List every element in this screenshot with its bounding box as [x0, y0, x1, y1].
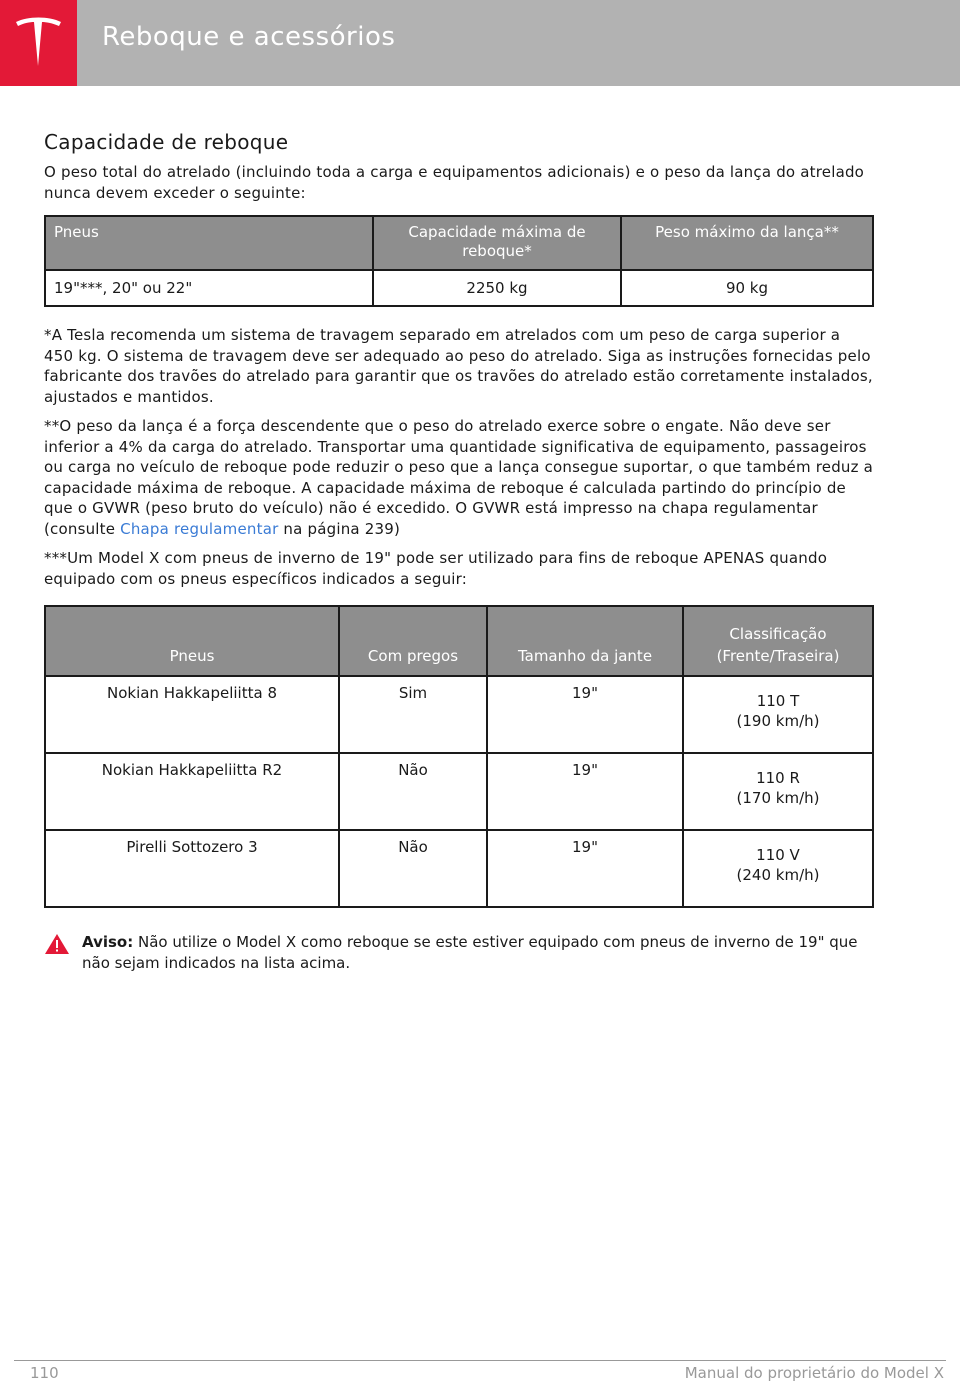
tesla-logo-icon — [14, 16, 63, 68]
table-cell: 19"***, 20" ou 22" — [45, 270, 373, 306]
footnote-2 — [44, 416, 874, 539]
table-cell-studded: Não — [339, 753, 487, 830]
footnote-1: *A Tesla recomenda um sistema de travagem separado em atrelados com um peso de carga superior a 450 kg. O sistema de travagem deve ser adequado ao peso do atrelado. Siga as instruções fornecidas pelo fabricante dos travões do atrelado para garantir que os travões do atrelado estão corretamente instalados, ajustados e mantidos. — [44, 326, 873, 406]
rating-code: 110 V — [756, 846, 800, 864]
regulatory-plate-link[interactable]: Chapa regulamentar — [120, 519, 279, 538]
table-row — [45, 676, 873, 753]
footnote-2-suffix: na página 239) — [278, 519, 401, 538]
rating-code: 110 T — [756, 692, 800, 710]
table-cell: 2250 kg — [373, 270, 621, 306]
table-row — [45, 753, 873, 830]
rating-speed: (170 km/h) — [736, 789, 820, 807]
table-cell-rating — [683, 830, 873, 907]
manual-title: Manual do proprietário do Model X — [684, 1364, 944, 1382]
page-number: 110 — [30, 1364, 59, 1382]
table-header-rim-size: Tamanho da jante — [487, 606, 683, 676]
table-cell-studded: Não — [339, 830, 487, 907]
warning-text: Não utilize o Model X como reboque se este estiver equipado com pneus de inverno de 19" que não sejam indicados na lista acima. — [82, 933, 858, 972]
rating-code: 110 R — [756, 769, 800, 787]
table-header-tires: Pneus — [45, 216, 373, 270]
table-cell-size: 19" — [487, 753, 683, 830]
table-header-rating: Classificação (Frente/Traseira) — [683, 606, 873, 676]
main-content — [44, 130, 874, 974]
table-cell-tire: Nokian Hakkapeliitta R2 — [45, 753, 339, 830]
rating-speed: (190 km/h) — [736, 712, 820, 730]
page-header — [0, 0, 960, 86]
footnote-2-text: **O peso da lança é a força descendente que o peso do atrelado exerce sobre o engate. Não deve ser inferior a 4% da carga do atrelado. Transportar uma quantidade significativa de equipamento, passageiros ou carga no veículo de reboque pode reduzir o peso que a lança consegue suportar, o que também reduz a capacidade máxima de reboque. A capacidade máxima de reboque é calculada partindo do princípio de que o GVWR (peso bruto do veículo) não é excedido. O GVWR está impresso na chapa regulamentar (consulte — [44, 417, 874, 538]
table-cell-studded: Sim — [339, 676, 487, 753]
table-cell-size: 19" — [487, 830, 683, 907]
section-heading: Capacidade de reboque — [44, 130, 289, 154]
table-cell-tire: Pirelli Sottozero 3 — [45, 830, 339, 907]
table-cell-rating — [683, 753, 873, 830]
page-title: Reboque e acessórios — [102, 22, 396, 52]
warning-box — [44, 932, 874, 974]
winter-tire-table — [44, 605, 874, 908]
footer-divider — [14, 1360, 946, 1361]
table-header-tongue-weight: Peso máximo da lança** — [621, 216, 873, 270]
footnote-3: ***Um Model X com pneus de inverno de 19" pode ser utilizado para fins de reboque APENAS quando equipado com os pneus específicos indicados a seguir: — [44, 549, 828, 588]
table-row — [45, 270, 873, 306]
table-header-studded: Com pregos — [339, 606, 487, 676]
warning-triangle-icon — [44, 933, 70, 955]
table-cell-size: 19" — [487, 676, 683, 753]
rating-speed: (240 km/h) — [736, 866, 820, 884]
table-cell: 90 kg — [621, 270, 873, 306]
towing-capacity-table — [44, 215, 874, 307]
table-header-max-capacity: Capacidade máxima de reboque* — [373, 216, 621, 270]
intro-paragraph: O peso total do atrelado (incluindo toda a carga e equipamentos adicionais) e o peso da lança do atrelado nunca devem exceder o seguinte: — [44, 163, 865, 202]
table-cell-tire: Nokian Hakkapeliitta 8 — [45, 676, 339, 753]
table-row — [45, 830, 873, 907]
warning-label: Aviso: — [82, 933, 134, 951]
table-header-tire: Pneus — [45, 606, 339, 676]
tesla-logo — [0, 0, 77, 86]
table-cell-rating — [683, 676, 873, 753]
